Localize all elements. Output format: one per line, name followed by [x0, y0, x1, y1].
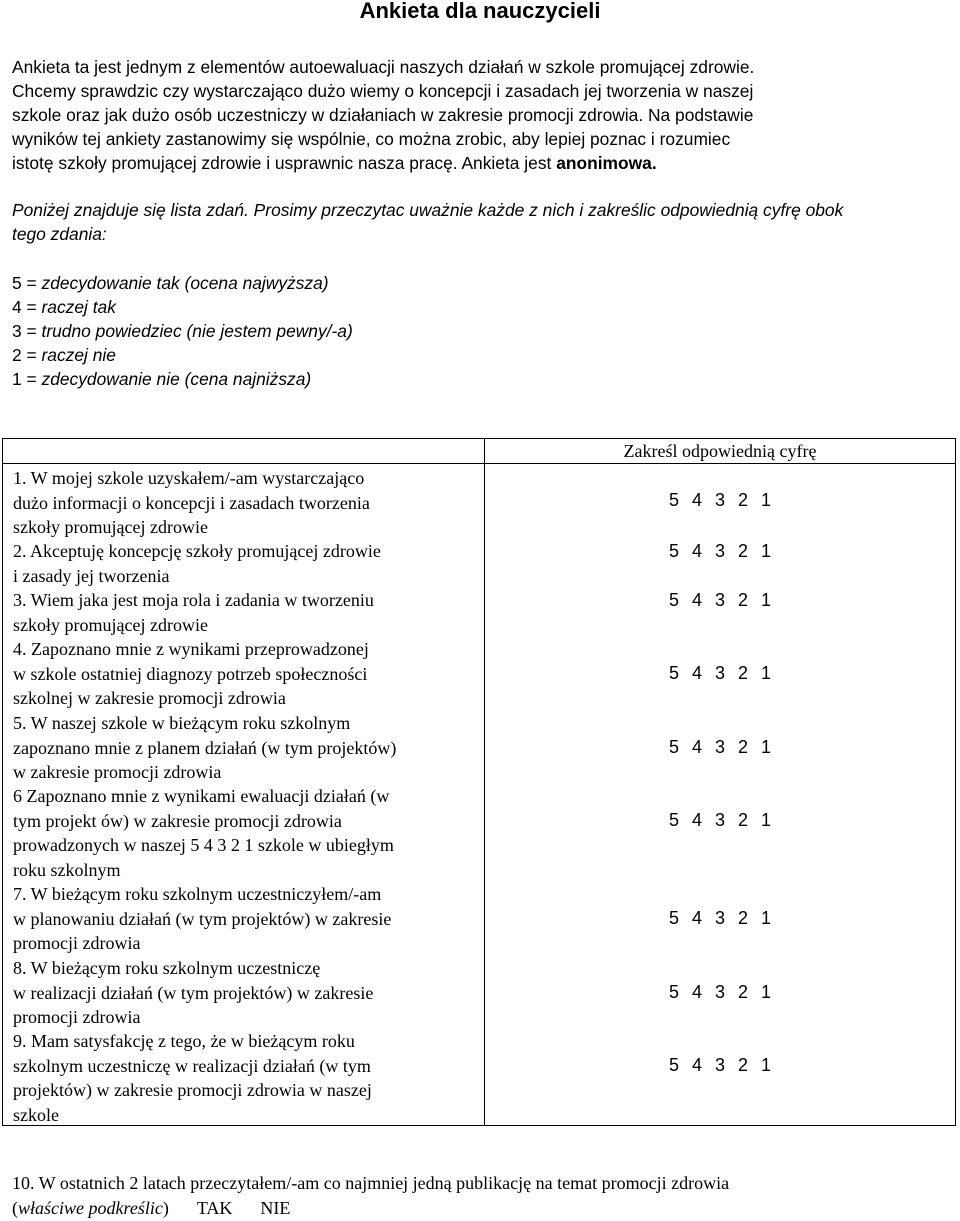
question-text-line: promocji zdrowia	[13, 933, 141, 953]
question-text-line: w realizacji działań (w tym projektów) w zakresie	[13, 982, 374, 1003]
scale-label: trudno powiedziec (nie jestem pewny/-a)	[41, 321, 353, 341]
answer-options-q9[interactable]: 5 4 3 2 1	[668, 1055, 772, 1075]
question-5	[13, 711, 478, 785]
question-text-line: roku szkolnym	[13, 859, 121, 880]
scale-label: raczej nie	[41, 345, 116, 365]
scale-label: zdecydowanie tak (ocena najwyższa)	[41, 273, 329, 293]
anonymous-emphasis: anonimowa.	[556, 153, 657, 173]
question-text-line: projektów) w zakresie promocji zdrowia w naszej	[13, 1080, 372, 1100]
question-text-line: i zasady jej tworzenia	[13, 565, 170, 586]
answer-options-q3[interactable]: 5 4 3 2 1	[668, 590, 772, 610]
scale-item	[12, 319, 353, 343]
question-text-line: szkoły promującej zdrowie	[13, 614, 208, 635]
scale-item	[12, 367, 353, 391]
page-title: Ankieta dla nauczycieli	[359, 0, 601, 23]
question-10	[12, 1171, 952, 1221]
question-text-line: szkole	[13, 1104, 59, 1125]
intro-line: Chcemy sprawdzic czy wystarczająco dużo wiemy o koncepcji i zasadach jej tworzenia w naszej	[12, 81, 754, 101]
question-text-line: 1. W mojej szkole uzyskałem/-am wystarczająco	[13, 468, 365, 488]
intro-line-text: istotę szkoły promującej zdrowie i usprawnic nasza pracę. Ankieta jest	[12, 153, 557, 173]
answer-options-q7[interactable]: 5 4 3 2 1	[668, 908, 772, 928]
question-text-line: szkolnej w zakresie promocji zdrowia	[13, 688, 286, 708]
question-6	[13, 784, 478, 882]
answer-options-q1[interactable]: 5 4 3 2 1	[668, 490, 772, 510]
intro-line: Ankieta ta jest jednym z elementów autoewaluacji naszych działań w szkole promującej zdrowie.	[12, 57, 755, 77]
scale-value: 5 =	[12, 273, 42, 293]
question-4	[13, 637, 478, 711]
question-3	[13, 588, 478, 637]
question-text-line: w zakresie promocji zdrowia	[13, 762, 222, 782]
question-text-line: prowadzonych w naszej 5 4 3 2 1 szkole w ubiegłym	[13, 835, 394, 855]
scale-item	[12, 343, 353, 367]
scale-label: raczej tak	[41, 297, 116, 317]
question-text-line: 3. Wiem jaka jest moja rola i zadania w tworzeniu	[13, 590, 374, 610]
instructions-line: tego zdania:	[12, 224, 107, 244]
question-10-instruction: właściwe podkreślic	[18, 1198, 163, 1218]
question-10-text: 10. W ostatnich 2 latach przeczytałem/-am co najmniej jedną publikację na temat promocji zdrowia	[12, 1173, 730, 1193]
question-text-line: 2. Akceptuję koncepcję szkoły promującej zdrowie	[13, 541, 381, 561]
question-text-line: 8. W bieżącym roku szkolnym uczestniczę	[13, 958, 321, 978]
question-text-line: 6 Zapoznano mnie z wynikami ewaluacji działań (w	[13, 786, 390, 806]
instructions-line: Poniżej znajduje się lista zdań. Prosimy przeczytac uważnie każde z nich i zakreślic odpowiednią cyfrę obok	[12, 200, 844, 220]
question-2	[13, 539, 478, 588]
question-text-line: szkoły promującej zdrowie	[13, 517, 208, 537]
questionnaire-table	[2, 438, 956, 1126]
scale-value: 1 =	[12, 369, 42, 389]
paren-open: (	[12, 1198, 18, 1218]
scale-value: 4 =	[12, 297, 42, 317]
question-text-line: tym projekt ów) w zakresie promocji zdrowia	[13, 810, 342, 831]
intro-line: szkole oraz jak dużo osób uczestniczy w działaniach w zakresie promocji zdrowia. Na podstawie	[12, 105, 754, 125]
answer-options-q4[interactable]: 5 4 3 2 1	[668, 663, 772, 683]
answer-column-header: Zakreśl odpowiednią cyfrę	[623, 441, 817, 461]
scale-value: 3 =	[12, 321, 42, 341]
answer-options-q8[interactable]: 5 4 3 2 1	[668, 982, 772, 1002]
scale-label: zdecydowanie nie (cena najniższa)	[41, 369, 312, 389]
question-9	[13, 1029, 478, 1127]
question-text-line: 7. W bieżącym roku szkolnym uczestniczyłem/-am	[13, 884, 382, 904]
answer-options-q2[interactable]: 5 4 3 2 1	[668, 541, 772, 561]
question-8	[13, 956, 478, 1030]
intro-line	[12, 151, 947, 175]
question-text-line: zapoznano mnie z planem działań (w tym projektów)	[13, 737, 397, 758]
answer-options-q6[interactable]: 5 4 3 2 1	[668, 810, 772, 830]
intro-line: wyników tej ankiety zastanowimy się wspólnie, co można zrobic, aby lepiej poznac i rozumiec	[12, 129, 731, 149]
question-10-answer-row	[12, 1196, 952, 1221]
question-text-line: w szkole ostatniej diagnozy potrzeb społeczności	[13, 663, 368, 684]
scale-value: 2 =	[12, 345, 42, 365]
option-nie[interactable]: NIE	[260, 1198, 291, 1218]
instructions	[12, 198, 947, 246]
rating-scale-legend	[12, 271, 353, 391]
scale-item	[12, 271, 353, 295]
question-7	[13, 882, 478, 956]
question-text-line: szkolnym uczestniczę w realizacji działań (w tym	[13, 1055, 371, 1076]
answer-options-q5[interactable]: 5 4 3 2 1	[668, 737, 772, 757]
question-text-line: 5. W naszej szkole w bieżącym roku szkolnym	[13, 713, 351, 733]
paren-close: )	[162, 1198, 169, 1218]
option-tak[interactable]: TAK	[196, 1198, 233, 1218]
question-text-line: promocji zdrowia	[13, 1007, 141, 1027]
question-text-line: w planowaniu działań (w tym projektów) w zakresie	[13, 908, 392, 929]
question-1	[13, 466, 478, 540]
intro-paragraph	[12, 55, 947, 175]
question-text-line: 4. Zapoznano mnie z wynikami przeprowadzonej	[13, 639, 369, 659]
question-text-line: dużo informacji o koncepcji i zasadach tworzenia	[13, 492, 370, 513]
scale-item	[12, 295, 353, 319]
header-divider	[3, 463, 955, 464]
question-text-line: 9. Mam satysfakcję z tego, że w bieżącym roku	[13, 1031, 355, 1051]
